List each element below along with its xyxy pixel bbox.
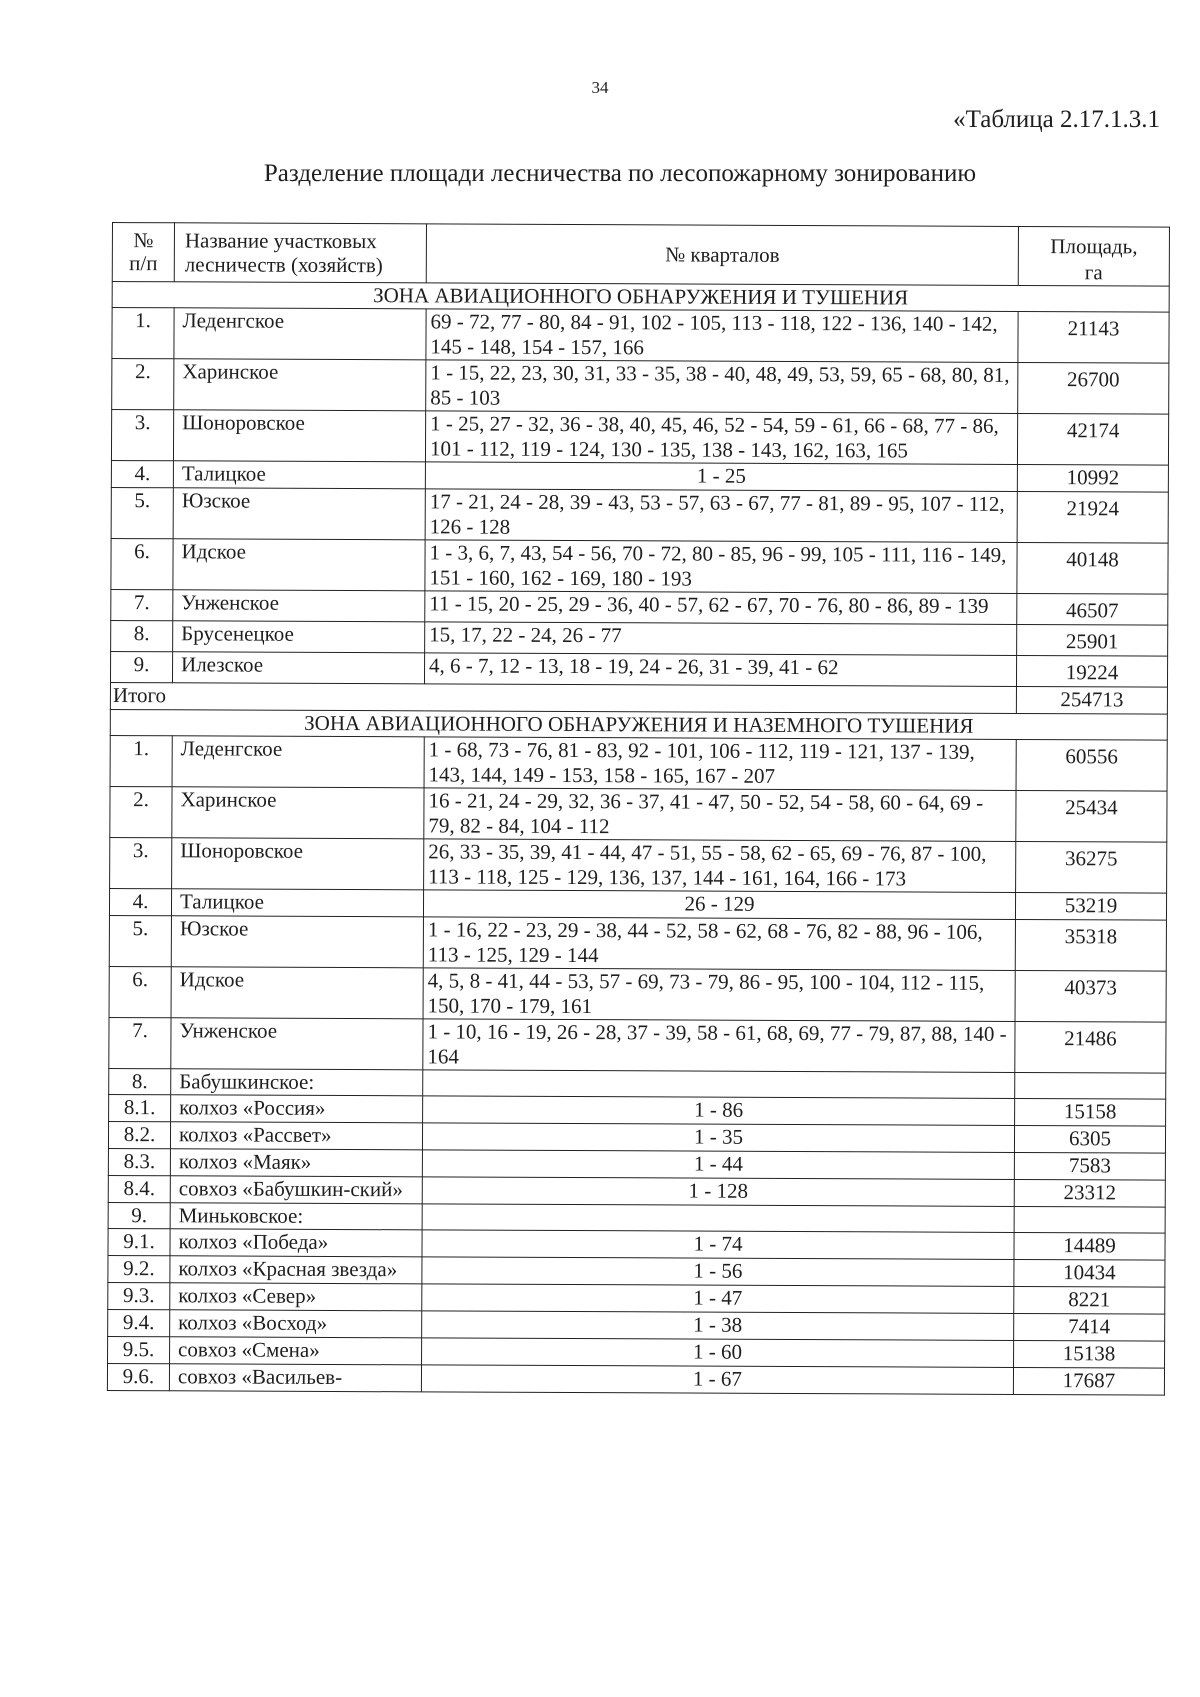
row-number: 8.4. — [108, 1175, 170, 1202]
area-value: 53219 — [1015, 892, 1166, 920]
area-value: 14489 — [1014, 1232, 1165, 1260]
total-label: Итого — [110, 682, 1016, 713]
area-value: 10992 — [1017, 464, 1168, 492]
zoning-table — [107, 222, 1170, 1396]
quarters-list: 1 - 25 — [425, 462, 1017, 492]
area-value: 35318 — [1015, 919, 1166, 971]
header-num: № п/п — [112, 223, 174, 282]
row-number: 7. — [111, 589, 173, 620]
area-value: 46507 — [1017, 593, 1168, 625]
quarters-list: 4, 6 - 7, 12 - 13, 18 - 19, 24 - 26, 31 - 39, 41 - 62 — [424, 653, 1016, 687]
quarters-list: 1 - 10, 16 - 19, 26 - 28, 37 - 39, 58 - 61, 68, 69, 77 - 79, 87, 88, 140 - 164 — [423, 1019, 1015, 1073]
row-number: 9. — [108, 1202, 170, 1228]
area-value: 23312 — [1014, 1179, 1165, 1207]
area-value: 15138 — [1014, 1340, 1165, 1368]
row-number: 4. — [111, 460, 173, 487]
row-number: 6. — [111, 538, 173, 589]
row-number: 9.2. — [108, 1255, 170, 1282]
table-row — [110, 735, 1167, 791]
table-row — [110, 786, 1167, 842]
table-reference: «Таблица 2.17.1.3.1 — [953, 106, 1160, 133]
quarters-list: 1 - 47 — [422, 1284, 1014, 1314]
table-row — [111, 620, 1168, 656]
quarters-list: 26, 33 - 35, 39, 41 - 44, 47 - 51, 55 - 58, 62 - 65, 69 - 76, 87 - 100, 113 - 118, 125 - 129, 136, 137, 144 - 161, 164, 166 - 173 — [424, 839, 1016, 893]
header-name: Название участковых лесничеств (хозяйств) — [174, 223, 426, 283]
row-number: 9.6. — [107, 1363, 169, 1390]
area-value — [1014, 1206, 1165, 1233]
area-value: 40148 — [1017, 542, 1168, 594]
area-value: 19224 — [1016, 655, 1167, 687]
forestry-name: Харинское — [172, 787, 424, 839]
forestry-name: Миньковское: — [170, 1203, 422, 1230]
area-value: 17687 — [1013, 1367, 1164, 1395]
table-row — [109, 966, 1166, 1022]
row-number: 9.3. — [108, 1282, 170, 1309]
quarters-list: 17 - 21, 24 - 28, 39 - 43, 53 - 57, 63 - 67, 77 - 81, 89 - 95, 107 - 112, 126 - 128 — [425, 489, 1017, 543]
forestry-name: Леденгское — [172, 736, 424, 788]
header-area: Площадь, га — [1018, 226, 1169, 286]
quarters-list: 1 - 67 — [421, 1365, 1013, 1395]
area-value: 60556 — [1016, 739, 1167, 791]
row-number: 3. — [110, 837, 172, 888]
forestry-name: Шоноровское — [172, 838, 424, 890]
quarters-list: 1 - 68, 73 - 76, 81 - 83, 92 - 101, 106 - 112, 119 - 121, 137 - 139, 143, 144, 149 - 153, 158 - 165, 167 - 207 — [424, 737, 1016, 791]
forestry-name: колхоз «Красная звезда» — [170, 1256, 422, 1284]
forestry-name: колхоз «Рассвет» — [170, 1122, 422, 1150]
table-row — [109, 1068, 1166, 1099]
forestry-name: совхоз «Васильев- — [169, 1364, 421, 1392]
forestry-name: Бабушкинское: — [171, 1069, 423, 1096]
forestry-name: Харинское — [174, 359, 426, 411]
row-number: 7. — [109, 1017, 171, 1068]
table-row — [111, 487, 1168, 543]
row-number: 9.5. — [108, 1336, 170, 1363]
table-row — [110, 651, 1167, 687]
row-number: 9. — [110, 651, 172, 682]
quarters-list: 11 - 15, 20 - 25, 29 - 36, 40 - 57, 62 - 67, 70 - 76, 80 - 86, 89 - 139 — [425, 591, 1017, 625]
row-number: 8.2. — [108, 1121, 170, 1148]
area-value: 40373 — [1015, 970, 1166, 1022]
row-number: 3. — [111, 410, 173, 461]
quarters-list: 1 - 16, 22 - 23, 29 - 38, 44 - 52, 58 - 62, 68 - 76, 82 - 88, 96 - 106, 113 - 125, 129 - 144 — [423, 917, 1015, 971]
quarters-list: 1 - 74 — [422, 1230, 1014, 1260]
area-value: 21486 — [1015, 1021, 1166, 1073]
zone2-title: ЗОНА АВИАЦИОННОГО ОБНАРУЖЕНИЯ И НАЗЕМНОГО ТУШЕНИЯ — [110, 709, 1167, 740]
quarters-list: 4, 5, 8 - 41, 44 - 53, 57 - 69, 73 - 79, 86 - 95, 100 - 104, 112 - 115, 150, 170 - 179, 161 — [423, 968, 1015, 1022]
quarters-list: 15, 17, 22 - 24, 26 - 77 — [425, 622, 1017, 656]
quarters-list — [422, 1204, 1014, 1233]
zoning-table-container — [107, 222, 1169, 1396]
area-value: 15158 — [1015, 1098, 1166, 1126]
table-row — [109, 1017, 1166, 1073]
document-title: Разделение площади лесничества по лесопожарному зонированию — [263, 160, 977, 187]
quarters-list: 1 - 56 — [422, 1257, 1014, 1287]
area-value: 21924 — [1017, 491, 1168, 543]
table-row — [108, 1202, 1165, 1233]
quarters-list: 26 - 129 — [423, 890, 1015, 920]
row-number: 8. — [111, 620, 173, 651]
quarters-list — [423, 1070, 1015, 1099]
quarters-list: 1 - 128 — [422, 1177, 1014, 1207]
table-header-row — [112, 223, 1169, 287]
area-value — [1015, 1072, 1166, 1099]
forestry-name: колхоз «Россия» — [171, 1095, 423, 1123]
forestry-name: Илезское — [172, 652, 424, 684]
forestry-name: Брусенецкое — [173, 621, 425, 653]
forestry-name: совхоз «Бабушкин-ский» — [170, 1176, 422, 1204]
row-number: 9.4. — [108, 1309, 170, 1336]
area-value: 7583 — [1014, 1152, 1165, 1180]
forestry-name: Талицкое — [171, 889, 423, 917]
quarters-list: 16 - 21, 24 - 29, 32, 36 - 37, 41 - 47, 50 - 52, 54 - 58, 60 - 64, 69 - 79, 82 - 84, 104 - 112 — [424, 788, 1016, 842]
forestry-name: Леденгское — [174, 308, 426, 360]
row-number: 2. — [112, 359, 174, 410]
area-value: 10434 — [1014, 1259, 1165, 1287]
area-value: 21143 — [1018, 311, 1169, 363]
row-number: 6. — [109, 966, 171, 1017]
forestry-name: Талицкое — [173, 461, 425, 489]
row-number: 5. — [109, 915, 171, 966]
quarters-list: 1 - 38 — [422, 1311, 1014, 1341]
quarters-list: 69 - 72, 77 - 80, 84 - 91, 102 - 105, 113 - 118, 122 - 136, 140 - 142, 145 - 148, 154 - 157, 166 — [426, 309, 1018, 363]
row-number: 4. — [109, 888, 171, 915]
table-row — [111, 589, 1168, 625]
row-number: 2. — [110, 786, 172, 837]
table-row — [109, 915, 1166, 971]
table-row — [111, 410, 1168, 466]
forestry-name: Идское — [171, 967, 423, 1019]
table-row — [107, 1363, 1164, 1395]
row-number: 5. — [111, 487, 173, 538]
forestry-name: Унженское — [173, 590, 425, 622]
forestry-name: колхоз «Север» — [170, 1283, 422, 1311]
area-value: 7414 — [1014, 1313, 1165, 1341]
area-value: 26700 — [1018, 362, 1169, 414]
quarters-list: 1 - 86 — [423, 1096, 1015, 1126]
row-number: 8. — [109, 1068, 171, 1094]
table-row — [112, 359, 1169, 415]
zone2-body — [107, 735, 1167, 1395]
forestry-name: колхоз «Победа» — [170, 1229, 422, 1257]
quarters-list: 1 - 3, 6, 7, 43, 54 - 56, 70 - 72, 80 - 85, 96 - 99, 105 - 111, 116 - 149, 151 - 160, 162 - 169, 180 - 193 — [425, 540, 1017, 594]
total-area: 254713 — [1016, 686, 1167, 714]
quarters-list: 1 - 15, 22, 23, 30, 31, 33 - 35, 38 - 40, 48, 49, 53, 59, 65 - 68, 80, 81, 85 - 103 — [426, 360, 1018, 414]
area-value: 42174 — [1017, 413, 1168, 465]
quarters-list: 1 - 44 — [422, 1150, 1014, 1180]
area-value: 36275 — [1016, 841, 1167, 893]
area-value: 25901 — [1017, 624, 1168, 656]
table-row — [112, 308, 1169, 364]
zone1-title: ЗОНА АВИАЦИОННОГО ОБНАРУЖЕНИЯ И ТУШЕНИЯ — [112, 282, 1169, 313]
row-number: 9.1. — [108, 1228, 170, 1255]
forestry-name: Унженское — [171, 1018, 423, 1070]
area-value: 25434 — [1016, 790, 1167, 842]
area-value: 6305 — [1014, 1125, 1165, 1153]
forestry-name: совхоз «Смена» — [170, 1337, 422, 1365]
forestry-name: Шоноровское — [173, 410, 425, 462]
row-number: 1. — [112, 308, 174, 359]
forestry-name: Юзское — [171, 916, 423, 968]
header-quarters: № кварталов — [426, 224, 1018, 286]
zone1-body — [110, 308, 1169, 688]
quarters-list: 1 - 60 — [422, 1338, 1014, 1368]
row-number: 8.1. — [109, 1094, 171, 1121]
row-number: 8.3. — [108, 1148, 170, 1175]
area-value: 8221 — [1014, 1286, 1165, 1314]
quarters-list: 1 - 35 — [422, 1123, 1014, 1153]
row-number: 1. — [110, 735, 172, 786]
page-number: 34 — [591, 78, 609, 97]
forestry-name: колхоз «Маяк» — [170, 1149, 422, 1177]
table-row — [111, 538, 1168, 594]
table-row — [110, 837, 1167, 893]
quarters-list: 1 - 25, 27 - 32, 36 - 38, 40, 45, 46, 52 - 54, 59 - 61, 66 - 68, 77 - 86, 101 - 112, 119 - 124, 130 - 135, 138 - 143, 162, 163, 165 — [425, 411, 1017, 465]
forestry-name: Юзское — [173, 488, 425, 540]
forestry-name: Идское — [173, 539, 425, 591]
forestry-name: колхоз «Восход» — [170, 1310, 422, 1338]
